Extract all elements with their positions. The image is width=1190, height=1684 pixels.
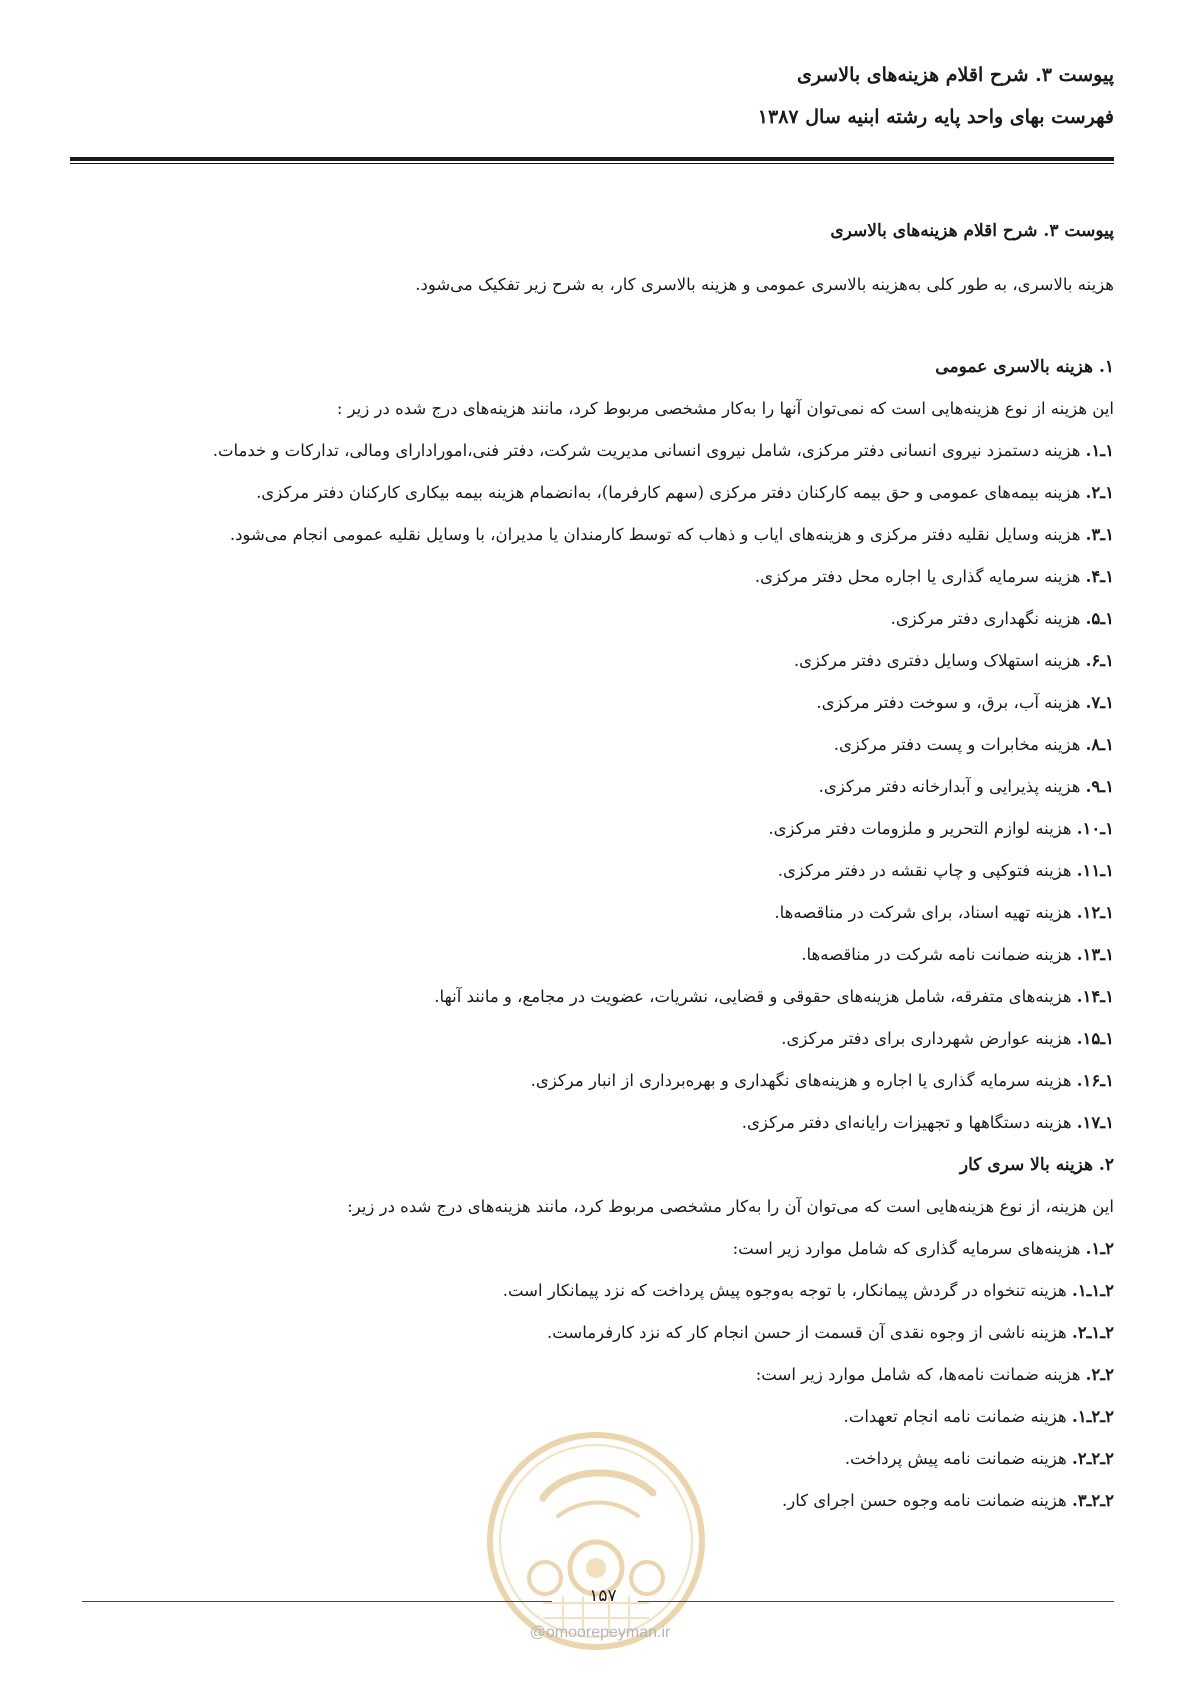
footer-divider-right — [638, 1601, 1114, 1602]
item-number: ۱ـ۱۷. — [1076, 1113, 1114, 1132]
watermark-site-name: omoorepeyman.ir — [545, 1624, 671, 1641]
list-item — [140, 682, 1114, 724]
item-number: ۱ـ۱۲. — [1076, 903, 1114, 922]
item-number: ۱ـ۱۵. — [1076, 1029, 1114, 1048]
section-title: پیوست ۳. شرح اقلام هزینه‌های بالاسری — [830, 221, 1114, 241]
list-item — [140, 640, 1114, 682]
item-text: هزینه ضمانت نامه وجوه حسن اجرای کار. — [782, 1491, 1067, 1510]
item-number: ۱ـ۱۰. — [1076, 819, 1114, 838]
item-text: هزینه ضمانت نامه پیش پرداخت. — [844, 1449, 1067, 1468]
item-text: هزینه‌های متفرقه، شامل هزینه‌های حقوقی و قضایی، نشریات، عضویت در مجامع، و مانند آنها. — [434, 987, 1072, 1006]
general-overhead-list — [140, 430, 1114, 1144]
list-item — [140, 1228, 1114, 1270]
list-item — [140, 850, 1114, 892]
item-number: ۲ـ۱ـ۲. — [1071, 1323, 1114, 1342]
item-number: ۲ـ۲. — [1085, 1365, 1114, 1384]
work-overhead-intro: این هزینه، از نوع هزینه‌هایی است که می‌توان آن را به‌کار مشخصی مربوط کرد، مانند هزینه‌های درج شده در زیر: — [347, 1197, 1114, 1216]
item-text: هزینه فتوکپی و چاپ نقشه در دفتر مرکزی. — [777, 861, 1072, 880]
list-item — [140, 934, 1114, 976]
item-text: هزینه ناشی از وجوه نقدی آن قسمت از حسن انجام کار که نزد کارفرماست. — [546, 1323, 1067, 1342]
item-text: هزینه‌های سرمایه گذاری که شامل موارد زیر است: — [732, 1239, 1081, 1258]
intro-paragraph: هزینه بالاسری، به طور کلی به‌هزینه بالاسری عمومی و هزینه بالاسری کار، به شرح زیر تفکیک می‌شود. — [415, 275, 1114, 294]
item-text: هزینه پذیرایی و آبدارخانه دفتر مرکزی. — [818, 777, 1081, 796]
work-overhead-heading: ۲. هزینه بالا سری کار — [959, 1155, 1114, 1175]
item-number: ۲ـ۲ـ۳. — [1071, 1491, 1114, 1510]
list-item — [140, 598, 1114, 640]
header-divider-thin — [70, 163, 1114, 164]
item-number: ۱ـ۶. — [1085, 651, 1114, 670]
item-number: ۲ـ۱. — [1085, 1239, 1114, 1258]
item-number: ۱ـ۹. — [1085, 777, 1114, 796]
list-item — [140, 1312, 1114, 1354]
list-item — [140, 472, 1114, 514]
document-body — [140, 210, 1114, 1522]
item-number: ۱ـ۸. — [1085, 735, 1114, 754]
list-item — [140, 1060, 1114, 1102]
list-item — [140, 1018, 1114, 1060]
item-text: هزینه دستگاهها و تجهیزات رایانه‌ای دفتر مرکزی. — [741, 1113, 1072, 1132]
list-item — [140, 1102, 1114, 1144]
item-text: هزینه نگهداری دفتر مرکزی. — [890, 609, 1081, 628]
item-number: ۱ـ۷. — [1085, 693, 1114, 712]
list-item — [140, 976, 1114, 1018]
footer-divider-left — [82, 1601, 552, 1602]
list-item — [140, 892, 1114, 934]
list-item — [140, 766, 1114, 808]
item-number: ۱ـ۴. — [1085, 567, 1114, 586]
item-text: هزینه ضمانت نامه انجام تعهدات. — [843, 1407, 1067, 1426]
item-text: هزینه استهلاک وسایل دفتری دفتر مرکزی. — [793, 651, 1081, 670]
item-number: ۱ـ۵. — [1085, 609, 1114, 628]
item-text: هزینه تنخواه در گردش پیمانکار، با توجه به‌وجوه پیش پرداخت که نزد پیمانکار است. — [502, 1281, 1067, 1300]
watermark-seal-logo — [483, 1428, 709, 1654]
item-number: ۲ـ۲ـ۲. — [1071, 1449, 1114, 1468]
item-number: ۲ـ۱ـ۱. — [1071, 1281, 1114, 1300]
list-item — [140, 514, 1114, 556]
header-divider — [70, 157, 1114, 161]
item-text: هزینه دستمزد نیروی انسانی دفتر مرکزی، شامل نیروی انسانی مدیریت شرکت، دفتر فنی،امورادارای ومالی، تدارکات و خدمات. — [212, 441, 1081, 460]
item-text: هزینه عوارض شهرداری برای دفتر مرکزی. — [781, 1029, 1072, 1048]
general-overhead-intro: این هزینه از نوع هزینه‌هایی است که نمی‌توان آنها را به‌کار مشخصی مربوط کرد، مانند هزینه‌های درج شده در زیر : — [336, 399, 1114, 418]
watermark-site-text: @omoorepeyman.ir — [529, 1624, 671, 1641]
page-number: ۱۵۷ — [589, 1586, 617, 1606]
list-item — [140, 808, 1114, 850]
item-number: ۱ـ۱۶. — [1076, 1071, 1114, 1090]
header-subtitle: فهرست بهای واحد پایه رشته ابنیه سال ۱۳۸۷ — [757, 106, 1114, 128]
item-number: ۲ـ۲ـ۱. — [1071, 1407, 1114, 1426]
list-item — [140, 556, 1114, 598]
item-number: ۱ـ۲. — [1085, 483, 1114, 502]
item-text: هزینه آب، برق، و سوخت دفتر مرکزی. — [816, 693, 1081, 712]
header-title: پیوست ۳. شرح اقلام هزینه‌های بالاسری — [796, 64, 1114, 86]
item-text: هزینه وسایل نقلیه دفتر مرکزی و هزینه‌های ایاب و ذهاب که توسط کارمندان یا مدیران، با وسایل نقلیه عمومی انجام می‌شود. — [229, 525, 1081, 544]
item-text: هزینه بیمه‌های عمومی و حق بیمه کارکنان دفتر مرکزی (سهم کارفرما)، به‌انضمام هزینه بیمه بیکاری کارکنان دفتر مرکزی. — [256, 483, 1081, 502]
item-number: ۱ـ۱۳. — [1076, 945, 1114, 964]
item-text: هزینه لوازم التحریر و ملزومات دفتر مرکزی. — [768, 819, 1072, 838]
item-text: هزینه مخابرات و پست دفتر مرکزی. — [833, 735, 1081, 754]
item-text: هزینه سرمایه گذاری یا اجاره و هزینه‌های نگهداری و بهره‌برداری از انبار مرکزی. — [530, 1071, 1072, 1090]
list-item — [140, 1354, 1114, 1396]
general-overhead-heading: ۱. هزینه بالاسری عمومی — [935, 357, 1114, 377]
item-number: ۱ـ۱۴. — [1076, 987, 1114, 1006]
list-item — [140, 1270, 1114, 1312]
item-text: هزینه ضمانت نامه‌ها، که شامل موارد زیر است: — [755, 1365, 1081, 1384]
list-item — [140, 430, 1114, 472]
item-number: ۱ـ۳. — [1085, 525, 1114, 544]
item-text: هزینه تهیه اسناد، برای شرکت در مناقصه‌ها. — [774, 903, 1072, 922]
item-text: هزینه سرمایه گذاری یا اجاره محل دفتر مرکزی. — [754, 567, 1081, 586]
item-text: هزینه ضمانت نامه شرکت در مناقصه‌ها. — [801, 945, 1072, 964]
item-number: ۱ـ۱۱. — [1076, 861, 1114, 880]
item-number: ۱ـ۱. — [1085, 441, 1114, 460]
list-item — [140, 724, 1114, 766]
